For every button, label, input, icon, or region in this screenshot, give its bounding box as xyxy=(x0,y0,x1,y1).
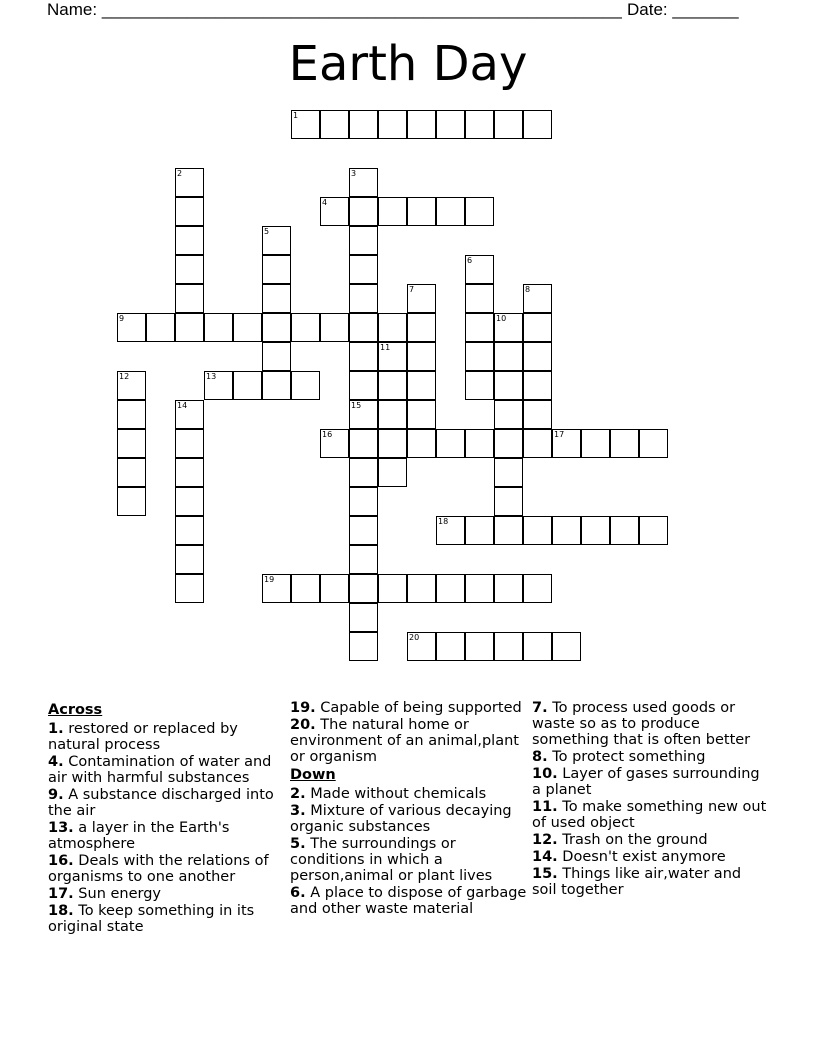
crossword-cell[interactable] xyxy=(117,487,146,516)
crossword-cell[interactable] xyxy=(378,429,407,458)
crossword-cell[interactable] xyxy=(349,226,378,255)
clue-across-17: 17. Sun energy xyxy=(48,886,162,902)
crossword-cell[interactable] xyxy=(465,516,494,545)
crossword-cell[interactable] xyxy=(407,342,436,371)
crossword-cell[interactable] xyxy=(378,371,407,400)
crossword-cell[interactable] xyxy=(117,400,146,429)
crossword-cell[interactable] xyxy=(407,313,436,342)
crossword-cell[interactable] xyxy=(523,516,552,545)
crossword-cell[interactable] xyxy=(262,342,291,371)
crossword-cell[interactable] xyxy=(175,487,204,516)
crossword-cell[interactable] xyxy=(349,545,378,574)
crossword-cell[interactable] xyxy=(175,516,204,545)
crossword-cell[interactable] xyxy=(349,632,378,661)
crossword-cell[interactable] xyxy=(552,516,581,545)
cell-number: 9 xyxy=(119,314,125,323)
crossword-cell[interactable] xyxy=(175,429,204,458)
cell-number: 10 xyxy=(496,314,507,323)
crossword-cell[interactable] xyxy=(465,313,494,342)
clue-down-10: 10. Layer of gases surrounding a planet xyxy=(532,766,760,798)
clue-across-13: 13. a layer in the Earth's atmosphere xyxy=(48,820,230,852)
cell-number: 7 xyxy=(409,285,415,294)
crossword-cell[interactable] xyxy=(378,197,407,226)
crossword-cell[interactable] xyxy=(465,342,494,371)
crossword-cell[interactable] xyxy=(494,400,523,429)
crossword-cell[interactable] xyxy=(436,110,465,139)
crossword-cell[interactable] xyxy=(494,487,523,516)
crossword-cell[interactable] xyxy=(233,313,262,342)
crossword-cell[interactable] xyxy=(523,429,552,458)
crossword-cell[interactable] xyxy=(349,516,378,545)
crossword-cell[interactable] xyxy=(378,574,407,603)
crossword-cell[interactable] xyxy=(407,371,436,400)
crossword-cell[interactable] xyxy=(465,429,494,458)
crossword-cell[interactable] xyxy=(349,371,378,400)
name-label: Name: xyxy=(47,0,98,19)
clue-across-18: 18. To keep something in its original state xyxy=(48,903,255,935)
crossword-cell[interactable] xyxy=(262,313,291,342)
crossword-cell[interactable] xyxy=(349,458,378,487)
crossword-cell[interactable] xyxy=(465,284,494,313)
crossword-cell[interactable] xyxy=(465,110,494,139)
clue-down-8: 8. To protect something xyxy=(532,749,706,765)
crossword-cell[interactable] xyxy=(233,371,262,400)
across-heading: Across xyxy=(48,702,103,718)
crossword-cell[interactable] xyxy=(175,255,204,284)
clue-across-1: 1. restored or replaced by natural process xyxy=(48,721,238,753)
crossword-cell[interactable] xyxy=(523,110,552,139)
clue-down-15: 15. Things like air,water and soil together xyxy=(532,866,742,898)
crossword-cell[interactable] xyxy=(262,284,291,313)
crossword-cell[interactable] xyxy=(349,313,378,342)
crossword-cell[interactable] xyxy=(407,429,436,458)
crossword-cell[interactable] xyxy=(581,429,610,458)
crossword-cell[interactable] xyxy=(349,603,378,632)
cell-number: 13 xyxy=(206,372,217,381)
clue-across-4: 4. Contamination of water and air with harmful substances xyxy=(48,754,272,786)
crossword-cell[interactable] xyxy=(639,429,668,458)
cell-number: 1 xyxy=(293,111,299,120)
crossword-cell[interactable] xyxy=(407,400,436,429)
crossword-cell[interactable] xyxy=(175,574,204,603)
crossword-cell[interactable] xyxy=(262,371,291,400)
crossword-cell[interactable] xyxy=(436,632,465,661)
clue-down-6: 6. A place to dispose of garbage and other waste material xyxy=(290,885,527,917)
crossword-cell[interactable] xyxy=(610,516,639,545)
down-heading: Down xyxy=(290,767,336,783)
crossword-cell[interactable] xyxy=(465,371,494,400)
clue-across-20: 20. The natural home or environment of an animal,plant or organism xyxy=(290,717,519,765)
cell-number: 11 xyxy=(380,343,391,352)
cell-number: 5 xyxy=(264,227,270,236)
clue-across-19: 19. Capable of being supported xyxy=(290,700,522,716)
name-blank: _______________________________________________________ xyxy=(101,0,622,19)
crossword-cell[interactable] xyxy=(494,516,523,545)
crossword-cell[interactable] xyxy=(465,574,494,603)
cell-number: 3 xyxy=(351,169,357,178)
cell-number: 15 xyxy=(351,401,362,410)
crossword-cell[interactable] xyxy=(378,400,407,429)
clue-down-3: 3. Mixture of various decaying organic substances xyxy=(290,803,512,835)
crossword-cell[interactable] xyxy=(175,226,204,255)
cell-number: 16 xyxy=(322,430,333,439)
crossword-cell[interactable] xyxy=(320,313,349,342)
crossword-cell[interactable] xyxy=(523,371,552,400)
cell-number: 18 xyxy=(438,517,449,526)
crossword-cell[interactable] xyxy=(407,110,436,139)
crossword-cell[interactable] xyxy=(465,632,494,661)
cell-number: 20 xyxy=(409,633,420,642)
crossword-cell[interactable] xyxy=(291,313,320,342)
clue-down-11: 11. To make something new out of used object xyxy=(532,799,767,831)
crossword-cell[interactable] xyxy=(349,574,378,603)
crossword-cell[interactable] xyxy=(175,458,204,487)
cell-number: 17 xyxy=(554,430,565,439)
cell-number: 4 xyxy=(322,198,328,207)
crossword-cell[interactable] xyxy=(204,313,233,342)
crossword-cell[interactable] xyxy=(175,197,204,226)
page-title: Earth Day xyxy=(288,36,528,92)
crossword-cell[interactable] xyxy=(494,429,523,458)
date-label: Date: xyxy=(627,0,668,19)
crossword-cell[interactable] xyxy=(639,516,668,545)
crossword-cell[interactable] xyxy=(349,284,378,313)
cell-number: 6 xyxy=(467,256,473,265)
crossword-cell[interactable] xyxy=(436,197,465,226)
cell-number: 19 xyxy=(264,575,275,584)
crossword-cell[interactable] xyxy=(175,284,204,313)
crossword-cell[interactable] xyxy=(117,429,146,458)
crossword-cell[interactable] xyxy=(349,487,378,516)
clues-column-1 xyxy=(48,700,286,936)
crossword-cell[interactable] xyxy=(407,574,436,603)
crossword-cell[interactable] xyxy=(349,342,378,371)
crossword-cell[interactable] xyxy=(349,110,378,139)
crossword-cell[interactable] xyxy=(146,313,175,342)
crossword-cell[interactable] xyxy=(436,429,465,458)
clue-down-5: 5. The surroundings or conditions in which a person,animal or plant lives xyxy=(290,836,493,884)
crossword-cell[interactable] xyxy=(494,371,523,400)
crossword-cell[interactable] xyxy=(523,342,552,371)
crossword-cell[interactable] xyxy=(494,110,523,139)
clues-column-3 xyxy=(532,700,770,899)
crossword-cell[interactable] xyxy=(262,255,291,284)
cell-number: 2 xyxy=(177,169,183,178)
crossword-cell[interactable] xyxy=(523,313,552,342)
crossword-cell[interactable] xyxy=(407,197,436,226)
crossword-cell[interactable] xyxy=(494,574,523,603)
crossword-cell[interactable] xyxy=(291,574,320,603)
clues-column-2 xyxy=(290,700,528,918)
crossword-cell[interactable] xyxy=(291,371,320,400)
clue-across-16: 16. Deals with the relations of organisms to one another xyxy=(48,853,269,885)
crossword-cell[interactable] xyxy=(494,342,523,371)
crossword-cell[interactable] xyxy=(581,516,610,545)
date-blank: _______ xyxy=(672,0,739,19)
crossword-cell[interactable] xyxy=(436,574,465,603)
crossword-cell[interactable] xyxy=(349,197,378,226)
crossword-cell[interactable] xyxy=(610,429,639,458)
crossword-cell[interactable] xyxy=(378,313,407,342)
crossword-cell[interactable] xyxy=(175,313,204,342)
crossword-cell[interactable] xyxy=(175,545,204,574)
crossword-cell[interactable] xyxy=(349,255,378,284)
crossword-cell[interactable] xyxy=(494,458,523,487)
crossword-cell[interactable] xyxy=(523,632,552,661)
crossword-cell[interactable] xyxy=(320,110,349,139)
crossword-cell[interactable] xyxy=(465,197,494,226)
clue-down-14: 14. Doesn't exist anymore xyxy=(532,849,726,865)
crossword-cell[interactable] xyxy=(349,429,378,458)
crossword-cell[interactable] xyxy=(523,400,552,429)
crossword-cell[interactable] xyxy=(494,632,523,661)
clue-down-12: 12. Trash on the ground xyxy=(532,832,708,848)
crossword-cell[interactable] xyxy=(523,574,552,603)
crossword-cell[interactable] xyxy=(320,574,349,603)
cell-number: 12 xyxy=(119,372,130,381)
crossword-cell[interactable] xyxy=(552,632,581,661)
clue-across-9: 9. A substance discharged into the air xyxy=(48,787,274,819)
clue-down-7: 7. To process used goods or waste so as to produce something that is often better xyxy=(532,700,751,748)
cell-number: 8 xyxy=(525,285,531,294)
cell-number: 14 xyxy=(177,401,188,410)
clue-down-2: 2. Made without chemicals xyxy=(290,786,487,802)
crossword-cell[interactable] xyxy=(378,458,407,487)
crossword-cell[interactable] xyxy=(378,110,407,139)
crossword-cell[interactable] xyxy=(117,458,146,487)
